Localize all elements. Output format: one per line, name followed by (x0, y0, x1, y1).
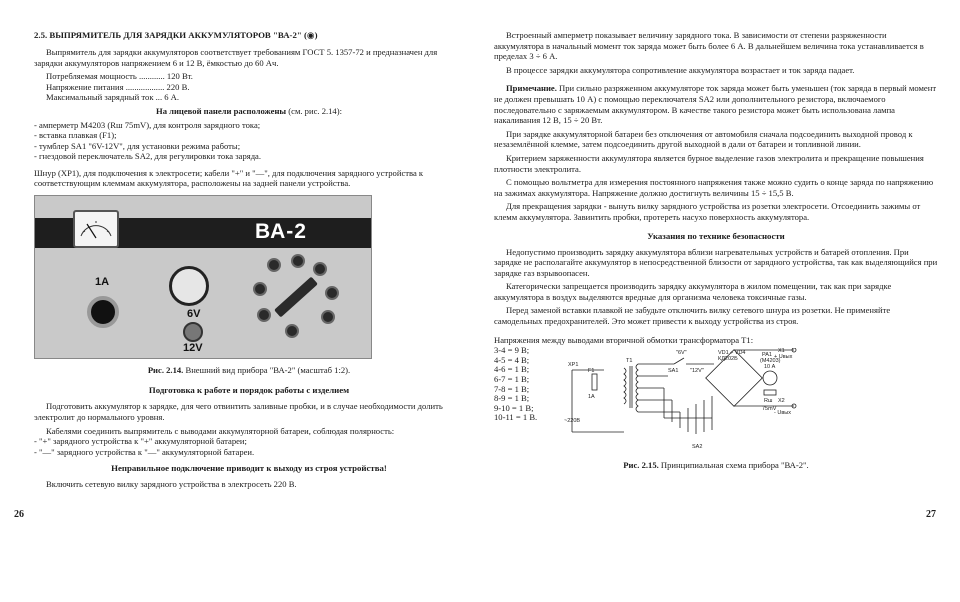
safety-heading: Указания по технике безопасности (647, 230, 785, 241)
resistance-paragraph: В процессе зарядки аккумулятора сопротивление аккумулятора возрастает и ток заряда падает. (506, 64, 855, 75)
intro-paragraph: Выпрямитель для зарядки аккумуляторов соответствует требованиям ГОСТ 5. 1357-72 и предназначен для зарядки аккумуляторов напряжением 6 и 12 В, ёмкостью до 60 Ач. (34, 47, 438, 68)
table-and-schematic (494, 346, 938, 454)
voltage-table (494, 346, 554, 423)
fig-caption-text: Принципиальная схема прибора "ВА-2". (658, 460, 809, 471)
fuse-label: 1A (95, 275, 110, 288)
sa1-label: SA1 (668, 368, 679, 375)
t1-label: T1 (626, 358, 633, 365)
prep-paragraph-2: Кабелями соединить выпрямитель с выводами аккумуляторной батареи, соблюдая полярность: (46, 425, 395, 436)
ammeter-icon (73, 210, 119, 248)
criterion-paragraph: Критерием заряженности аккумулятора является бурное выделение газов электролита и прекращение повышения плотности электролита. (494, 152, 924, 174)
table-row: 9-10 = 1 В; (494, 402, 534, 413)
table-row: 4-5 = 4 В; (494, 354, 530, 365)
table-row: 7-8 = 1 В; (494, 383, 530, 394)
polarity-item: - "+" зарядного устройства к "+" аккумуляторной батареи; (34, 436, 247, 447)
fig-caption-text: Внешний вид прибора "ВА-2" (масштаб 1:2). (183, 364, 351, 375)
sa2-label: SA2 (692, 444, 703, 451)
vd-label: VD1 ÷ VD4 (718, 350, 746, 357)
fig-caption-number: Рис. 2.15. (623, 460, 659, 471)
table-row: 8-9 = 1 В; (494, 393, 530, 404)
circuit-schematic (564, 348, 804, 452)
6v-contact: "6V" (676, 350, 687, 357)
polarity-item: - "—" зарядного устройства к "—" аккумуляторной батареи. (34, 446, 255, 457)
x2-polarity: - Uвых (774, 410, 791, 417)
12v-contact: "12V" (690, 368, 704, 375)
stop-paragraph: Для прекращения зарядки - вынуть вилку зарядного устройства из розетки электросети. Отсоединить зажимы от клемм аккумулятора. Завинтить пробки, протереть насухо поверхность аккумулятора. (494, 201, 921, 222)
spec-item: Максимальный зарядный ток ... 6 А. (46, 92, 180, 102)
panel-item: - вставка плавкая (F1); (34, 130, 117, 141)
f1-value: 1A (588, 394, 595, 401)
prep-heading: Подготовка к работе и порядок работы с изделием (148, 385, 350, 396)
mains-label: ~220В (564, 418, 581, 425)
ammeter-paragraph: Встроенный амперметр показывает величину зарядного тока. В зависимости от степени разряженности аккумулятора в начальный момент ток заряда может быть более 6 А. В дальнейшем величина тока устанавливается в пределах 3 ÷ 6 А. (494, 30, 924, 62)
fig-2-15-caption (494, 460, 938, 471)
vd-type: КД202Б (718, 356, 738, 363)
panel-heading-line (34, 106, 464, 117)
spec-list (34, 71, 464, 102)
x1-label: X1 (778, 348, 785, 355)
safety-paragraph-3: Перед заменой вставки плавкой не забудьте отключить вилку сетевого шнура из розетки. Не применяйте самодельных предохранителей. Это может привести к выходу устройства из строя. (494, 305, 891, 327)
gauge-dial-icon (169, 266, 209, 306)
x2-label: X2 (778, 398, 785, 405)
voltage-table-heading: Напряжения между выводами вторичной обмотки трансформатора Т1: (494, 334, 754, 345)
voltage-12v-label: 12V (183, 341, 203, 354)
table-row: 4-6 = 1 В; (494, 364, 530, 375)
safety-paragraph-2: Категорически запрещается производить зарядку аккумулятора в жилом помещении, так как при зарядке аккумулятора в воздух выделяются вредные для организма человека токсичные газы. (494, 281, 892, 302)
fig-2-14-caption (34, 365, 464, 376)
fuse-holder-icon (87, 296, 119, 328)
panel-item: - тумблер SA1 "6V-12V", для установки режима работы; (34, 140, 241, 151)
table-row: 10-11 = 1 В. (494, 412, 538, 423)
toggle-switch-icon (183, 322, 203, 342)
spec-item: Потребляемая мощность ............ 120 Вт. (46, 71, 193, 82)
note-text: При сильно разряженном аккумуляторе ток заряда может быть уменьшен (ток заряда в первый момент не должен превышать 10 А) с помощью переключателя SA2 или дополнительного резистора, включаемого последовательно с заряжаемым аккумулятором. В качестве такого резистора может быть использована лампа накаливания 12 В, 15 ÷ 20 Вт. (494, 83, 937, 126)
rsh-label: Rш (764, 398, 773, 405)
page-number: 26 (14, 509, 24, 520)
device-front-panel-photo (34, 195, 372, 359)
xp1-label: XP1 (568, 362, 579, 369)
rsh-value: 75mV (762, 406, 777, 413)
note-paragraph (494, 83, 938, 125)
x1-polarity: + Uвых (774, 354, 793, 361)
voltmeter-paragraph: С помощью вольтметра для измерения постоянного напряжения также можно судить о конце заряда по напряжению на зажимах аккумулятора. Напряжение должно достигнуть величины 15 ÷ 15,5 В. (494, 177, 934, 198)
section-heading: 2.5. ВЫПРЯМИТЕЛЬ ДЛЯ ЗАРЯДКИ АККУМУЛЯТОРОВ "ВА-2" (◉) (34, 30, 318, 40)
voltage-6v-label: 6V (187, 307, 201, 320)
plug-paragraph: Включить сетевую вилку зарядного устройства в электросеть 220 В. (46, 479, 297, 490)
pa-type: (М4203) (760, 358, 781, 365)
spec-item: Напряжение питания .................. 220 В. (46, 81, 190, 92)
pa-range: 10 А (764, 364, 776, 371)
table-row: 6-7 = 1 В; (494, 374, 530, 385)
panel-item: - гнездовой переключатель SA2, для регулировки тока заряда. (34, 151, 262, 162)
panel-heading: На лицевой панели расположены (156, 106, 287, 117)
panel-item: - амперметр М4203 (Rш 75mV), для контроля зарядного тока; (34, 120, 261, 130)
right-page (480, 0, 960, 602)
table-row: 3-4 = 9 В; (494, 345, 530, 356)
warning-text: Неправильное подключение приводит к выходу из строя устройства! (111, 463, 387, 474)
cord-paragraph: Шнур (ХР1), для подключения к электросети; кабели "+" и "—", для подключения зарядного устройства к соответствующим клеммам аккумулятора, расположены на задней панели устройства. (34, 167, 424, 189)
panel-list (34, 120, 464, 162)
prep-paragraph-1: Подготовить аккумулятор к зарядке, для чего отвинтить заливные пробки, и в случае необходимости долить электролит до нормального уровня. (34, 401, 443, 422)
device-model-label: ВА-2 (255, 219, 307, 243)
page-number: 27 (926, 509, 936, 520)
panel-ref: (см. рис. 2.14): (286, 106, 342, 117)
vehicle-paragraph: При зарядке аккумуляторной батареи без отключения от автомобиля сначала подсоединить выходной провод к незаземлённой клемме, затем подсоединить другой выходной в дали от батареи и топливной линии. (494, 128, 913, 150)
f1-label: F1 (588, 368, 595, 375)
safety-paragraph-1: Недопустимо производить зарядку аккумулятора вблизи нагревательных устройств и батарей отопления. При зарядке не располагайте аккумулятор в непосредственной близости от зарядного устройства, так как выделяющийся при зарядке газ взрывоопасен. (494, 246, 938, 278)
note-label: Примечание. (506, 83, 557, 94)
fig-caption-number: Рис. 2.14. (147, 364, 184, 375)
pa-label: PA1 (762, 352, 772, 359)
